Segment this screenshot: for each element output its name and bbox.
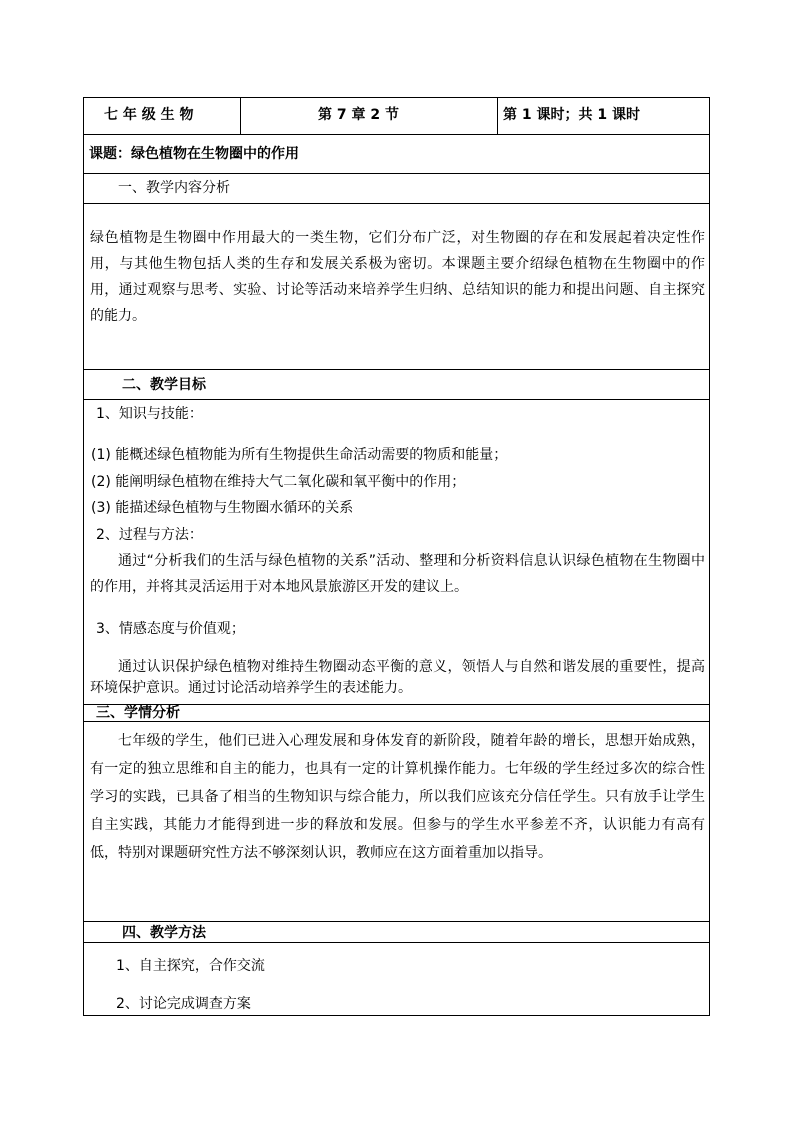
process-method-heading: 2、过程与方法： <box>96 527 203 543</box>
content-analysis-text: 绿色植物是生物圈中作用最大的一类生物，它们分布广泛，对生物圈的存在和发展起着决定性作用，与其他生物包括人类的生存和发展关系极为密切。本课题主要介绍绿色植物在生物圈中的作用，通过观察与思考、实验、讨论等活动来培养学生归纳、总结知识的能力和提出问题、自主探究的能力。 <box>90 230 705 324</box>
section-heading-teaching-methods: 四、教学方法 <box>122 925 206 941</box>
process-method-text: 通过“分析我们的生活与绿色植物的关系”活动、整理和分析资料信息认识绿色植物在生物圈中的作用，并将其灵活运用于对本地风景旅游区开发的建议上。 <box>90 553 705 595</box>
section-heading-teaching-goals: 二、教学目标 <box>122 377 206 393</box>
section-heading-content-analysis: 一、教学内容分析 <box>118 180 230 196</box>
grade-subject-cell: 七 年 级 生 物 <box>104 107 194 123</box>
chapter-cell: 第 7 章 2 节 <box>318 107 399 123</box>
column-divider-2 <box>497 97 498 134</box>
lesson-topic: 课题：绿色植物在生物圈中的作用 <box>89 146 299 162</box>
row-divider <box>83 369 710 370</box>
method-item-2: 2、讨论完成调查方案 <box>116 996 251 1012</box>
emotion-values-text: 通过认识保护绿色植物对维持生物圈动态平衡的意义，领悟人与自然和谐发展的重要性，提高环境保护意识。通过讨论活动培养学生的表述能力。 <box>90 659 705 696</box>
row-divider <box>83 173 710 174</box>
row-divider <box>83 134 710 135</box>
row-divider <box>83 721 710 722</box>
goal-item-2: (2) 能阐明绿色植物在维持大气二氧化碳和氧平衡中的作用； <box>91 474 466 490</box>
student-analysis-text: 七年级的学生，他们已进入心理发展和身体发育的新阶段，随着年龄的增长，思想开始成熟，有一定的独立思维和自主的能力，也具有一定的计算机操作能力。七年级的学生经过多次的综合性学习的实践，已具备了相当的生物知识与综合能力，所以我们应该充分信任学生。只有放手让学生自主实践，其能力才能得到进一步的释放和发展。但参与的学生水平参差不齐，认识能力有高有低，特别对课题研究性方法不够深刻认识，教师应在这方面着重加以指导。 <box>90 733 705 861</box>
goal-item-1: (1) 能概述绿色植物能为所有生物提供生命活动需要的物质和能量； <box>91 447 508 463</box>
knowledge-skills-heading: 1、知识与技能： <box>96 406 203 422</box>
goal-item-3: (3) 能描述绿色植物与生物圈水循环的关系 <box>91 500 354 516</box>
row-divider <box>83 399 710 400</box>
emotion-values-heading: 3、情感态度与价值观； <box>96 621 245 637</box>
method-item-1: 1、自主探究，合作交流 <box>116 958 265 974</box>
row-divider <box>83 203 710 204</box>
row-divider <box>83 942 710 943</box>
period-cell: 第 1 课时；共 1 课时 <box>503 107 640 123</box>
column-divider-1 <box>240 97 241 134</box>
row-divider <box>83 921 710 922</box>
section-heading-student-analysis: 三、学情分析 <box>96 705 180 721</box>
